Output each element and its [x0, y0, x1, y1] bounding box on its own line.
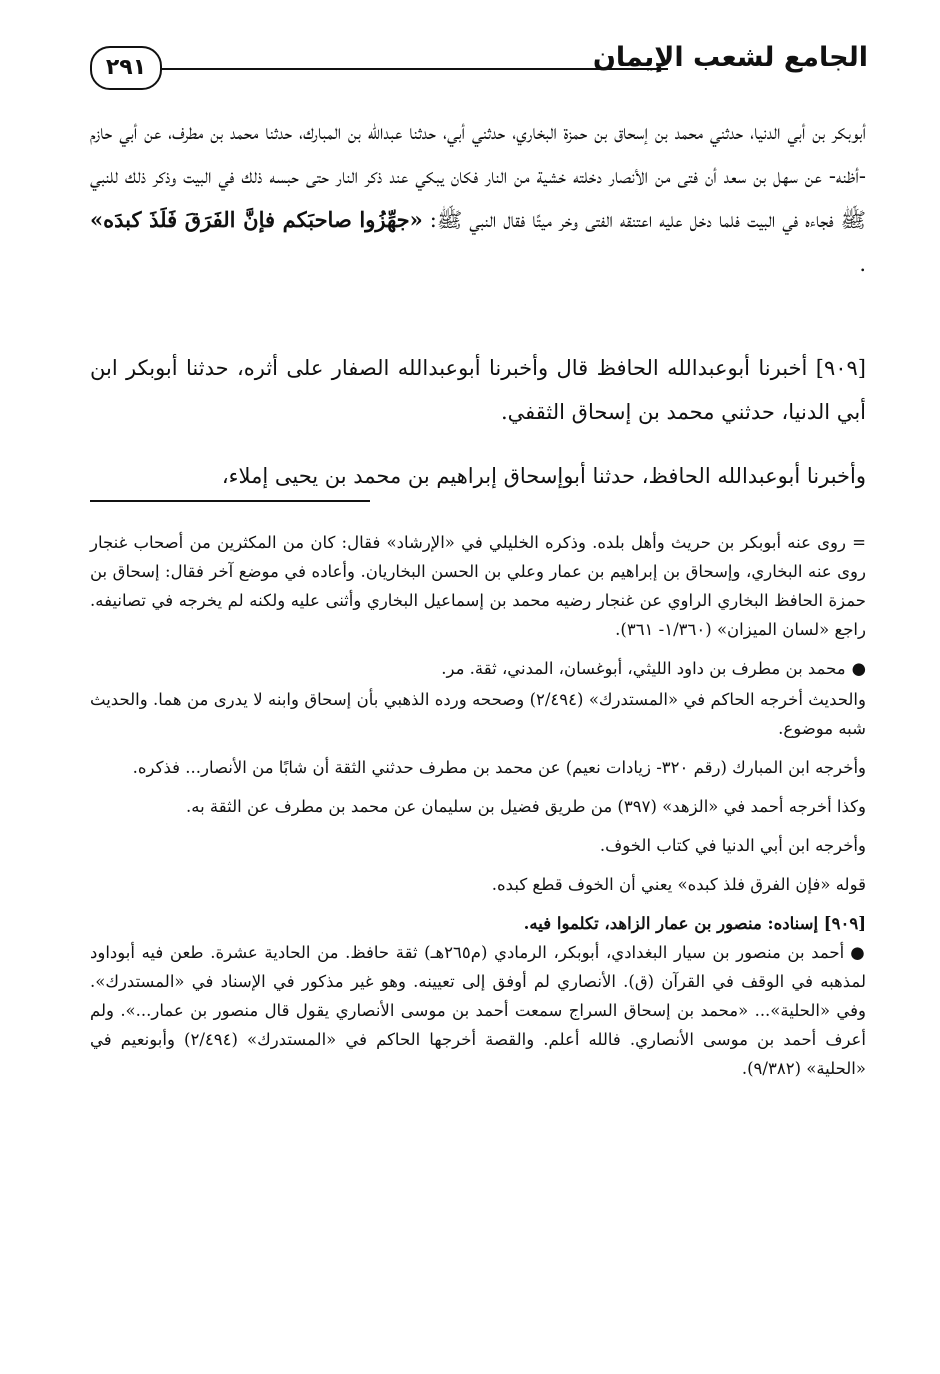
main-text-narration: أبوبكر بن أبي الدنيا، حدثني محمد بن إسحاق بن حمزة البخاري، حدثني أبي، حدثنا عبدالله بن المبارك، حدثنا محمد بن مطرف، عن أبي حازم -أظنه- عن سهل بن سعد أن فتى من الأنصار دخلته خشية من النار فكان يبكي عند ذكر النار حتى حبسه ذلك في البيت وذكر ذلك للنبي ﷺ فجاءه في البيت فلما دخل عليه اعتنقه الفتى وخر ميتًا فقال النبي ﷺ:: [90, 120, 866, 232]
footnote-ahmad: وكذا أخرجه أحمد في «الزهد» (٣٩٧) من طريق فضيل بن سليمان عن محمد بن مطرف عن الثقة به.: [186, 797, 866, 816]
footnote-hakim: والحديث أخرجه الحاكم في «المستدرك» (٢/٤٩٤) وصححه ورده الذهبي بأن إسحاق وابنه لا يدرى من هما. والحديث شبه موضوع.: [90, 690, 866, 738]
footnote-ramadi: [90, 938, 866, 1083]
running-title: الجامع لشعب الإيمان: [592, 42, 868, 73]
footnotes: [90, 528, 866, 1093]
page-number: ٢٩١: [90, 46, 162, 90]
page-header: [88, 38, 868, 98]
footnote-isnad-heading: [٩٠٩] إسناده: منصور بن عمار الزاهد، تكلموا فيه.: [523, 914, 866, 933]
footnote-narrator: [90, 654, 866, 683]
chain-text: وأخبرنا أبوعبدالله الحافظ، حدثنا أبوإسحاق إبراهيم بن محمد بن يحيى إملاء،: [221, 464, 866, 488]
footnote-ibn-abi-dunya: وأخرجه ابن أبي الدنيا في كتاب الخوف.: [599, 836, 866, 855]
header-rule: [152, 68, 668, 70]
main-text-end: .: [859, 252, 866, 276]
bullet-icon: ●: [851, 659, 866, 678]
bullet-icon: ●: [850, 943, 866, 962]
main-paragraph: [90, 110, 866, 286]
hadith-909-text: [٩٠٩] أخبرنا أبوعبدالله الحافظ قال وأخبرنا أبوعبدالله الصفار على أثره، حدثنا أبوبكر ابن أبي الدنيا، حدثني محمد بن إسحاق الثقفي.: [90, 356, 866, 424]
footnote-narrator-text: محمد بن مطرف بن داود الليثي، أبوغسان، المدني، ثقة. مر.: [441, 659, 846, 678]
footnote-continued: = روى عنه أبوبكر بن حريث وأهل بلده. وذكره الخليلي في «الإرشاد» فقال: كان من المكثرين من أصحاب غنجار روى عنه البخاري، وإسحاق بن إبراهيم بن عمار وعلي بن الحسن البخاريان. وأعاده في موضع آخر فقال: إسحاق بن حمزة الحافظ البخاري الراوي عن غنجار رضيه محمد بن إسماعيل البخاري وأثنى عليه ولكنه لم يخرجه في تصانيفه. راجع «لسان الميزان» (١/٣٦٠- ٣٦١).: [90, 533, 866, 639]
footnote-ibn-mubarak: وأخرجه ابن المبارك (رقم ٣٢٠- زيادات نعيم) عن محمد بن مطرف حدثني الثقة أن شابًا من الأنصار... فذكره.: [132, 758, 866, 777]
footnote-meaning: قوله «فإن الفرق فلذ كبده» يعني أن الخوف قطع كبده.: [491, 875, 866, 894]
hadith-quote: «جهِّزُوا صاحبَكم فإنَّ الفَرَقَ فَلَذَ كبدَه»: [90, 207, 423, 232]
footnote-ramadi-text: أحمد بن منصور بن سيار البغدادي، أبوبكر، الرمادي (م٢٦٥هـ) ثقة حافظ. من الحادية عشرة. طعن فيه أبوداود لمذهبه في الوقف في القرآن (ق). الأنصاري لم أوفق إلى تعيينه. وهو غير مذكور في الإسناد في «المستدرك». وفي «الحلية»... «محمد بن إسحاق السراج سمعت أحمد بن موسى الأنصاري يقول قال منصور بن عمار...». ولم أعرف أحمد بن موسى الأنصاري. فالله أعلم. والقصة أخرجها الحاكم في «المستدرك» (٢/٤٩٤) وأبونعيم في «الحلية» (٩/٣٨٢).: [90, 943, 866, 1078]
footnote-separator: [90, 500, 370, 502]
chain-paragraph: [90, 454, 866, 498]
hadith-909-paragraph: [90, 346, 866, 434]
